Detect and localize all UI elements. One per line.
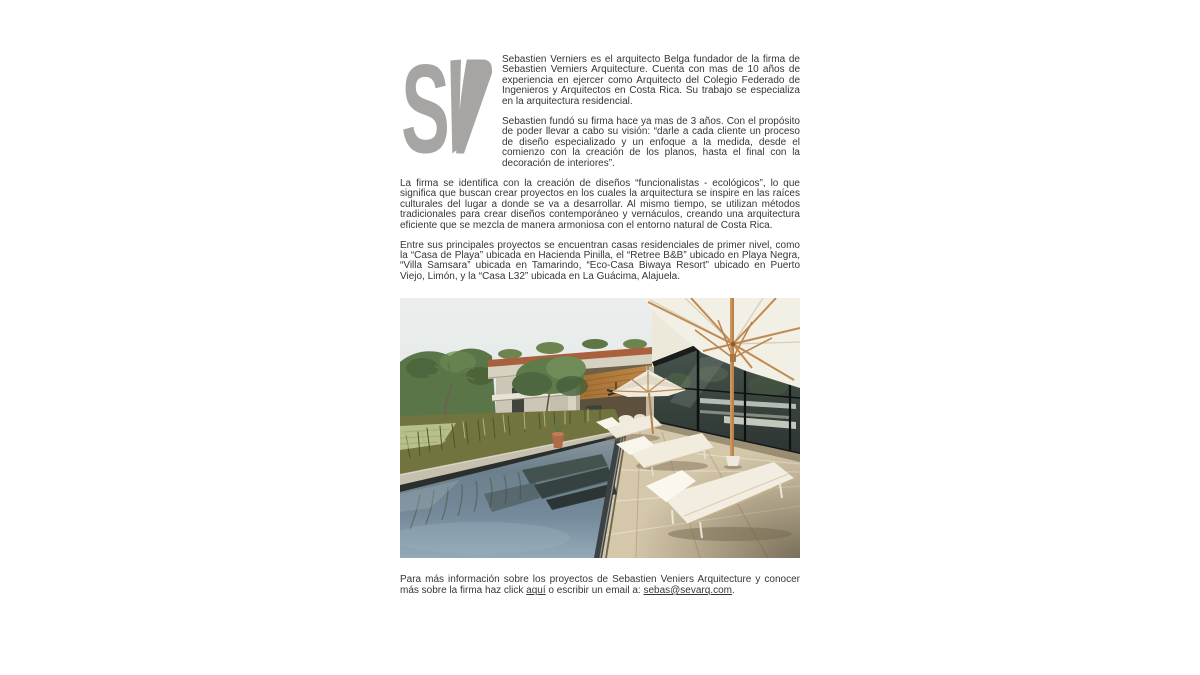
logo-letter-s: S: [401, 58, 450, 156]
sv-logo-svg: [400, 58, 492, 156]
paragraph-projects: Entre sus principales proyectos se encuentran casas residenciales de primer nivel, como la “Casa de Playa” ubicada en Hacienda Pinilla, el “Retree B&B” ubicado en Playa Negra, “Villa Samsara” ubicada en Tamarindo, “Eco-Casa Biwaya Resort” ubicado en Puerto Viejo, Limón, y la “Casa L32” ubicada en La Guácima, Alajuela.: [400, 239, 800, 282]
paragraph-design-philosophy: La firma se identifica con la creación de diseños “funcionalistas - ecológicos”, lo que significa que buscan crear proyectos en los cuales la arquitectura se inspire en las raíces culturales del lugar a donde se va a desarrollar. Al mismo tiempo, se utilizan métodos tradicionales para crear diseños contemporáneo y vernáculos, creando una arquitectura eficiente que se mezcla de manera armoniosa con el entorno natural de Costa Rica.: [400, 177, 800, 231]
aqui-link[interactable]: aquí: [526, 584, 546, 596]
article-column: [400, 55, 800, 596]
umbrella-base: [726, 456, 740, 466]
footer-text-before: Para más información sobre los proyectos de Sebastien Veniers Arquitecture y conocer más sobre la firma haz click: [400, 574, 800, 596]
villa-photo-scene: [400, 298, 800, 558]
footer-text-after: .: [731, 584, 735, 596]
logo-letter-v-right-stroke: [456, 60, 492, 154]
paragraph-firm-founding: Sebastien fundó su firma hace ya mas de 3 años. Con el propósito de poder llevar a cabo su visión: “darle a cada cliente un proceso de diseño especializado y un enfoque a la medida, desde el comienzo con la creación de los planos, hasta el final con la decoración de interiores”.: [502, 115, 800, 169]
sv-logo: [400, 58, 492, 156]
email-link[interactable]: sebas@sevarq.com: [643, 584, 732, 596]
trees: [400, 349, 496, 424]
paragraph-intro: Sebastien Verniers es el arquitecto Belga fundador de la firma de Sebastien Verniers Arquitecture. Cuenta con mas de 10 años de experiencia en ejercer como Arquitecto del Colegio Federado de Ingenieros y Arquitectos en Costa Rica. Su trabajo se especializa en la arquitectura residencial.: [502, 54, 800, 107]
villa-photo: [400, 298, 800, 558]
footer-text-between: o escribir un email a:: [545, 584, 644, 596]
footer-paragraph: [400, 575, 800, 596]
